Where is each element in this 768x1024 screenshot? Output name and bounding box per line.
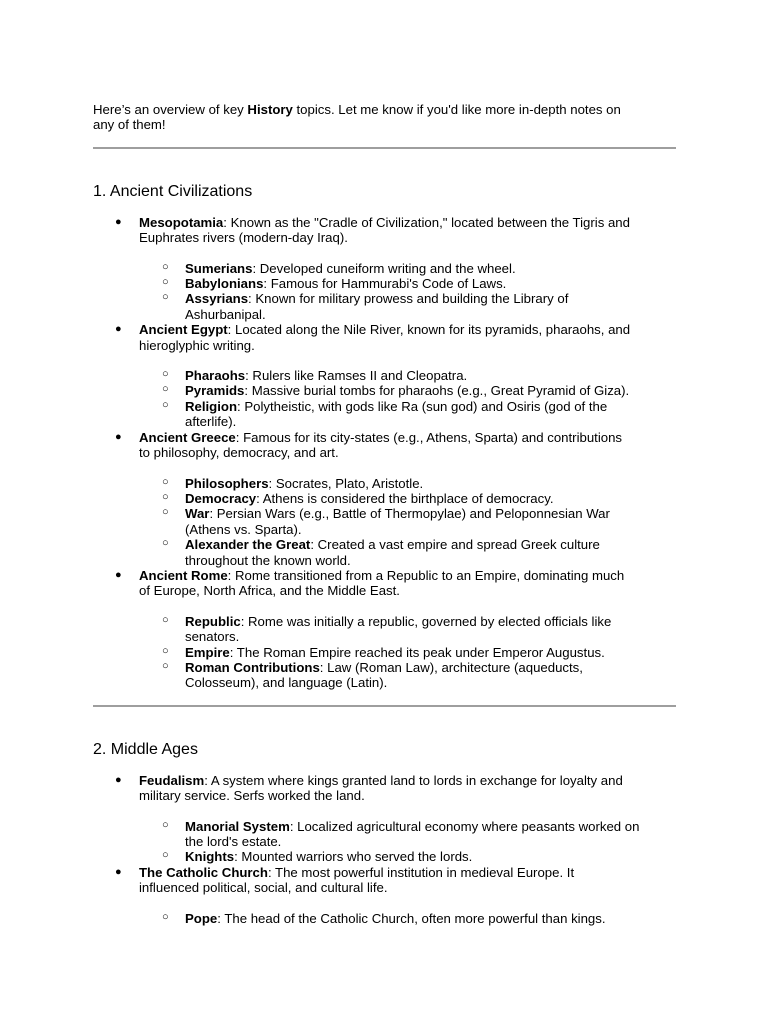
item-text: : The head of the Catholic Church, often more powerful than kings.	[217, 910, 606, 926]
item-paragraph	[139, 215, 676, 246]
sub-list-item	[139, 276, 676, 291]
sub-item-paragraph	[185, 383, 676, 398]
item-paragraph	[139, 322, 676, 353]
item-text: : Rome transitioned from a Republic to an Empire, dominating much	[227, 567, 625, 583]
sub-bullet-list	[139, 614, 676, 691]
sub-list-item	[139, 383, 676, 398]
bullet-icon: ●	[115, 773, 122, 786]
item-text: to philosophy, democracy, and art.	[139, 445, 339, 461]
sub-item-term: Knights	[185, 849, 235, 865]
sub-item-term: Babylonians	[185, 276, 264, 292]
sub-item-term: Pyramids	[185, 383, 245, 399]
bullet-icon: ●	[115, 865, 122, 878]
item-text: : The most powerful institution in medieval Europe. It	[267, 864, 575, 880]
sub-item-term: War	[185, 506, 210, 522]
item-term: Feudalism	[139, 772, 205, 788]
intro-line-1	[93, 102, 676, 117]
item-text: senators.	[185, 629, 240, 645]
item-text: : Located along the Nile River, known for its pyramids, pharaohs, and	[227, 322, 631, 338]
sub-item-paragraph	[185, 491, 676, 506]
sub-list-item	[139, 645, 676, 660]
sub-item-paragraph	[185, 537, 676, 568]
hollow-bullet-icon: ○	[162, 818, 169, 831]
sub-item-term: Pope	[185, 910, 218, 926]
sub-list-item	[139, 660, 676, 691]
item-text: : Persian Wars (e.g., Battle of Thermopylae) and Peloponnesian War	[209, 506, 610, 522]
list-item	[93, 215, 676, 322]
item-text: : Rome was initially a republic, governed by elected officials like	[240, 613, 612, 629]
hollow-bullet-icon: ○	[162, 398, 169, 411]
sub-list-item	[139, 476, 676, 491]
item-text: afterlife).	[185, 414, 237, 430]
hollow-bullet-icon: ○	[162, 910, 169, 923]
item-term: The Catholic Church	[139, 864, 268, 880]
sub-bullet-list	[139, 819, 676, 865]
sub-item-term: Republic	[185, 613, 241, 629]
item-term: Ancient Greece	[139, 429, 236, 445]
sub-item-term: Philosophers	[185, 475, 269, 491]
sub-item-paragraph	[185, 506, 676, 537]
bullet-list	[93, 773, 676, 926]
item-text: : Famous for its city-states (e.g., Athens, Sparta) and contributions	[235, 429, 623, 445]
sub-item-term: Empire	[185, 644, 230, 660]
sub-list-item	[139, 614, 676, 645]
section-divider	[93, 705, 676, 707]
sub-item-paragraph	[185, 645, 676, 660]
sub-item-paragraph	[185, 660, 676, 691]
hollow-bullet-icon: ○	[162, 276, 169, 289]
item-text: : Mounted warriors who served the lords.	[234, 849, 473, 865]
item-text: : Known as the "Cradle of Civilization," located between the Tigris and	[223, 214, 630, 230]
item-text: military service. Serfs worked the land.	[139, 788, 365, 804]
item-paragraph	[139, 568, 676, 599]
hollow-bullet-icon: ○	[162, 659, 169, 672]
item-term: Mesopotamia	[139, 214, 224, 230]
sub-list-item	[139, 368, 676, 383]
sub-bullet-list	[139, 368, 676, 430]
sub-item-paragraph	[185, 849, 676, 864]
item-text: : Famous for Hammurabi's Code of Laws.	[263, 276, 507, 292]
section-divider	[93, 147, 676, 149]
sub-item-paragraph	[185, 399, 676, 430]
hollow-bullet-icon: ○	[162, 260, 169, 273]
item-text: Colosseum), and language (Latin).	[185, 675, 388, 691]
intro-text: topics. Let me know if you'd like more in-depth notes on	[292, 102, 621, 117]
item-text: Ashurbanipal.	[185, 306, 266, 322]
sub-item-paragraph	[185, 261, 676, 276]
sub-item-term: Manorial System	[185, 818, 290, 834]
sub-item-paragraph	[185, 819, 676, 850]
intro-bold-term: History	[247, 102, 293, 117]
section-heading: 2. Middle Ages	[93, 740, 198, 758]
sub-list-item	[139, 399, 676, 430]
sub-item-paragraph	[185, 276, 676, 291]
hollow-bullet-icon: ○	[162, 537, 169, 550]
spacer	[139, 804, 676, 819]
item-text: : Polytheistic, with gods like Ra (sun god) and Osiris (god of the	[237, 398, 608, 414]
sub-list-item	[139, 537, 676, 568]
sub-item-term: Assyrians	[185, 291, 249, 307]
sub-list-item	[139, 291, 676, 322]
list-item	[93, 322, 676, 429]
section-heading: 1. Ancient Civilizations	[93, 182, 253, 200]
intro-text: Here’s an overview of key	[93, 102, 248, 117]
bullet-icon: ●	[115, 430, 122, 443]
item-text: : Socrates, Plato, Aristotle.	[268, 475, 424, 491]
sub-list-item	[139, 849, 676, 864]
item-text: : Developed cuneiform writing and the wheel.	[252, 260, 516, 276]
item-text: : The Roman Empire reached its peak under Emperor Augustus.	[229, 644, 605, 660]
item-text: : Created a vast empire and spread Greek culture	[310, 537, 600, 553]
hollow-bullet-icon: ○	[162, 506, 169, 519]
hollow-bullet-icon: ○	[162, 475, 169, 488]
bullet-list	[93, 215, 676, 691]
sub-item-paragraph	[185, 291, 676, 322]
sub-item-paragraph	[185, 368, 676, 383]
list-item	[93, 773, 676, 865]
item-paragraph	[139, 773, 676, 804]
sub-item-term: Sumerians	[185, 260, 253, 276]
item-text: throughout the known world.	[185, 552, 351, 568]
sub-bullet-list	[139, 261, 676, 323]
item-text: Euphrates rivers (modern-day Iraq).	[139, 230, 348, 246]
spacer	[139, 599, 676, 614]
hollow-bullet-icon: ○	[162, 644, 169, 657]
item-text: : Rulers like Ramses II and Cleopatra.	[245, 368, 468, 384]
hollow-bullet-icon: ○	[162, 383, 169, 396]
item-text: influenced political, social, and cultural life.	[139, 880, 388, 896]
sub-item-paragraph	[185, 614, 676, 645]
spacer	[139, 246, 676, 261]
hollow-bullet-icon: ○	[162, 849, 169, 862]
hollow-bullet-icon: ○	[162, 490, 169, 503]
list-item	[93, 865, 676, 926]
spacer	[139, 353, 676, 368]
item-text: : Massive burial tombs for pharaohs (e.g., Great Pyramid of Giza).	[244, 383, 630, 399]
sub-item-paragraph	[185, 911, 676, 926]
bullet-icon: ●	[115, 568, 122, 581]
item-text: : Known for military prowess and building the Library of	[248, 291, 569, 307]
item-text: the lord's estate.	[185, 834, 282, 849]
item-text: of Europe, North Africa, and the Middle East.	[139, 583, 400, 599]
sub-list-item	[139, 491, 676, 506]
hollow-bullet-icon: ○	[162, 368, 169, 381]
hollow-bullet-icon: ○	[162, 291, 169, 304]
bullet-icon: ●	[115, 323, 122, 336]
item-term: Ancient Egypt	[139, 322, 228, 338]
sub-list-item	[139, 506, 676, 537]
document-page	[93, 0, 676, 926]
sub-list-item	[139, 261, 676, 276]
sub-item-term: Democracy	[185, 490, 257, 506]
item-paragraph	[139, 430, 676, 461]
intro-paragraph	[93, 102, 676, 133]
sub-item-term: Pharaohs	[185, 368, 246, 384]
sub-bullet-list	[139, 476, 676, 568]
sub-item-paragraph	[185, 476, 676, 491]
hollow-bullet-icon: ○	[162, 613, 169, 626]
item-text: : Localized agricultural economy where peasants worked on	[289, 818, 640, 834]
spacer	[139, 896, 676, 911]
sub-list-item	[139, 819, 676, 850]
item-text: (Athens vs. Sparta).	[185, 521, 302, 537]
sub-item-term: Alexander the Great	[185, 537, 311, 553]
item-text: : Law (Roman Law), architecture (aqueducts,	[319, 659, 583, 675]
item-term: Ancient Rome	[139, 567, 228, 583]
sections-container	[93, 147, 676, 926]
spacer	[139, 461, 676, 476]
sub-item-term: Religion	[185, 398, 238, 414]
bullet-icon: ●	[115, 215, 122, 228]
list-item	[93, 430, 676, 568]
list-item	[93, 568, 676, 691]
item-text: hieroglyphic writing.	[139, 337, 255, 353]
item-text: : A system where kings granted land to lords in exchange for loyalty and	[204, 772, 623, 788]
item-paragraph	[139, 865, 676, 896]
sub-bullet-list	[139, 911, 676, 926]
sub-list-item	[139, 911, 676, 926]
intro-line-2: any of them!	[93, 117, 166, 133]
item-text: : Athens is considered the birthplace of democracy.	[256, 490, 554, 506]
sub-item-term: Roman Contributions	[185, 659, 320, 675]
